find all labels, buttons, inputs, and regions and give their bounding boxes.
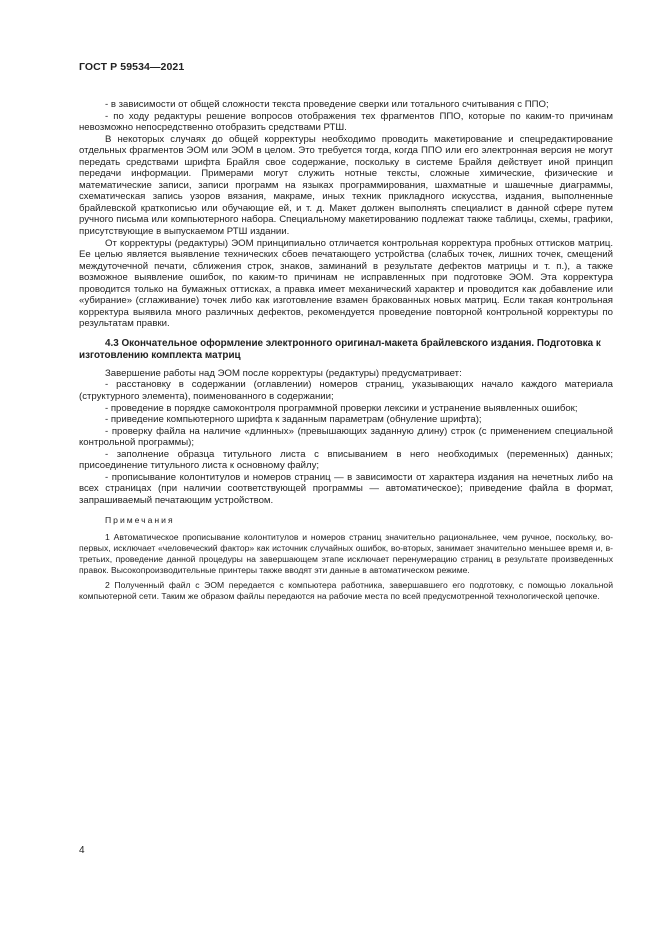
paragraph: Завершение работы над ЭОМ после корректуры (редактуры) предусматривает: (105, 367, 462, 379)
note-text: 2 Полученный файл с ЭОМ передается с компьютера работника, завершавшего его подготовку, с помощью локальной компьютерной сети. Таким же образом файлы передаются на рабочие места по всей предусмотренной технологической цепочке. (79, 579, 613, 601)
list-item: - проведение в порядке самоконтроля программной проверки лексики и устранение выявленных ошибок; (105, 402, 578, 414)
list-item: - в зависимости от общей сложности текста проведение сверки или тотального считывания с ППО; (105, 99, 549, 110)
list-item: - расстановку в содержании (оглавлении) номеров страниц, указывающих начало каждого материала (структурного элемента), поименованного в содержании; (79, 379, 613, 403)
note-text: 1 Автоматическое прописывание колонтитулов и номеров страниц значительно рациональнее, чем ручное, поскольку, во-первых, исключает «человеческий фактор» как источник случайных ошибок, во-вторых, занимает значительно меньшее время и, в-третьих, проведение данной процедуры на завершающем этапе исключает перенумерацию страниц в результате произведенных правок. Высокопроизводительные принтеры также вводят эти данные в автоматическом режиме. (79, 532, 613, 575)
notes-heading: Примечания (105, 514, 175, 525)
list-item: - приведение компьютерного шрифта к заданным параметрам (обнуление шрифта); (105, 414, 482, 426)
page-number: 4 (79, 845, 85, 856)
document-header: ГОСТ Р 59534—2021 (79, 61, 185, 73)
document-body (79, 99, 613, 605)
list-item: - заполнение образца титульного листа с вписыванием в него необходимых (переменных) данных; присоединение титульного листа к основному файлу; (79, 448, 613, 472)
list-item: - проверку файла на наличие «длинных» (превышающих заданную длину) строк (с применением специальной контрольной программы); (79, 425, 613, 449)
paragraph: В некоторых случаях до общей корректуры необходимо проводить макетирование и спецредактирование отдельных фрагментов ЭОМ или ЭОМ в целом. Это требуется тогда, когда ППО или его электронная версия не могут передать средствами шрифта Брайля свое содержание, поскольку в системе Брайля действует иной принцип передачи информации. Примерами могут служить нотные тексты, сложные химические, физические и математические записи, записи программ на языках программирования, шахматные и шашечные диаграммы, схематическая запись узоров вязания, макраме, иных техник прикладного искусства, издания, выполненные брайлевской краткописью или обучающие ей, и т. д. Макет должен выполнять специалист в данной сфере путем ручного письма или компьютерного набора. Специальному макетированию подлежат также таблицы, схемы, графики, присутствующие в выпускаемом РТШ издании. (79, 133, 613, 238)
note-item (79, 580, 613, 602)
list-item: - по ходу редактуры решение вопросов отображения тех фрагментов ППО, которые по каким-то причинам невозможно непосредственно отобразить средствами РТШ. (79, 110, 613, 134)
paragraph: От корректуры (редактуры) ЭОМ принципиально отличается контрольная корректура пробных оттисков матриц. Ее целью является выявление технических сбоев печатающего устройства (слабых точек, лишних точек, смещений междуточечной печати, сближения строк, знаков, заминаний в результате дефектов матрицы и т. п.), а также возможное выявление ошибок, по каким-то причинам не исправленных при подготовке ЭОМ. Эта корректура проводится только на бумажных оттисках, а правка имеет механический характер и проводится как добавление или «убирание» (сглаживание) точек либо как изготовление взамен бракованных новых матриц. Если такая контрольная корректура выявила много различных дефектов, рекомендуется проведение повторной контрольной корректуры по результатам правки. (79, 237, 613, 330)
section-title: 4.3 Окончательное оформление электронного оригинал-макета брайлевского издания. Подготовка к изготовлению комплекта матриц (79, 337, 601, 361)
list-item: - прописывание колонтитулов и номеров страниц — в зависимости от характера издания на нечетных либо на всех страницах (при наличии соответствующей программы — автоматическое); приведение файла в формат, запрашиваемый печатающим устройством. (79, 471, 613, 506)
note-item (79, 532, 613, 576)
